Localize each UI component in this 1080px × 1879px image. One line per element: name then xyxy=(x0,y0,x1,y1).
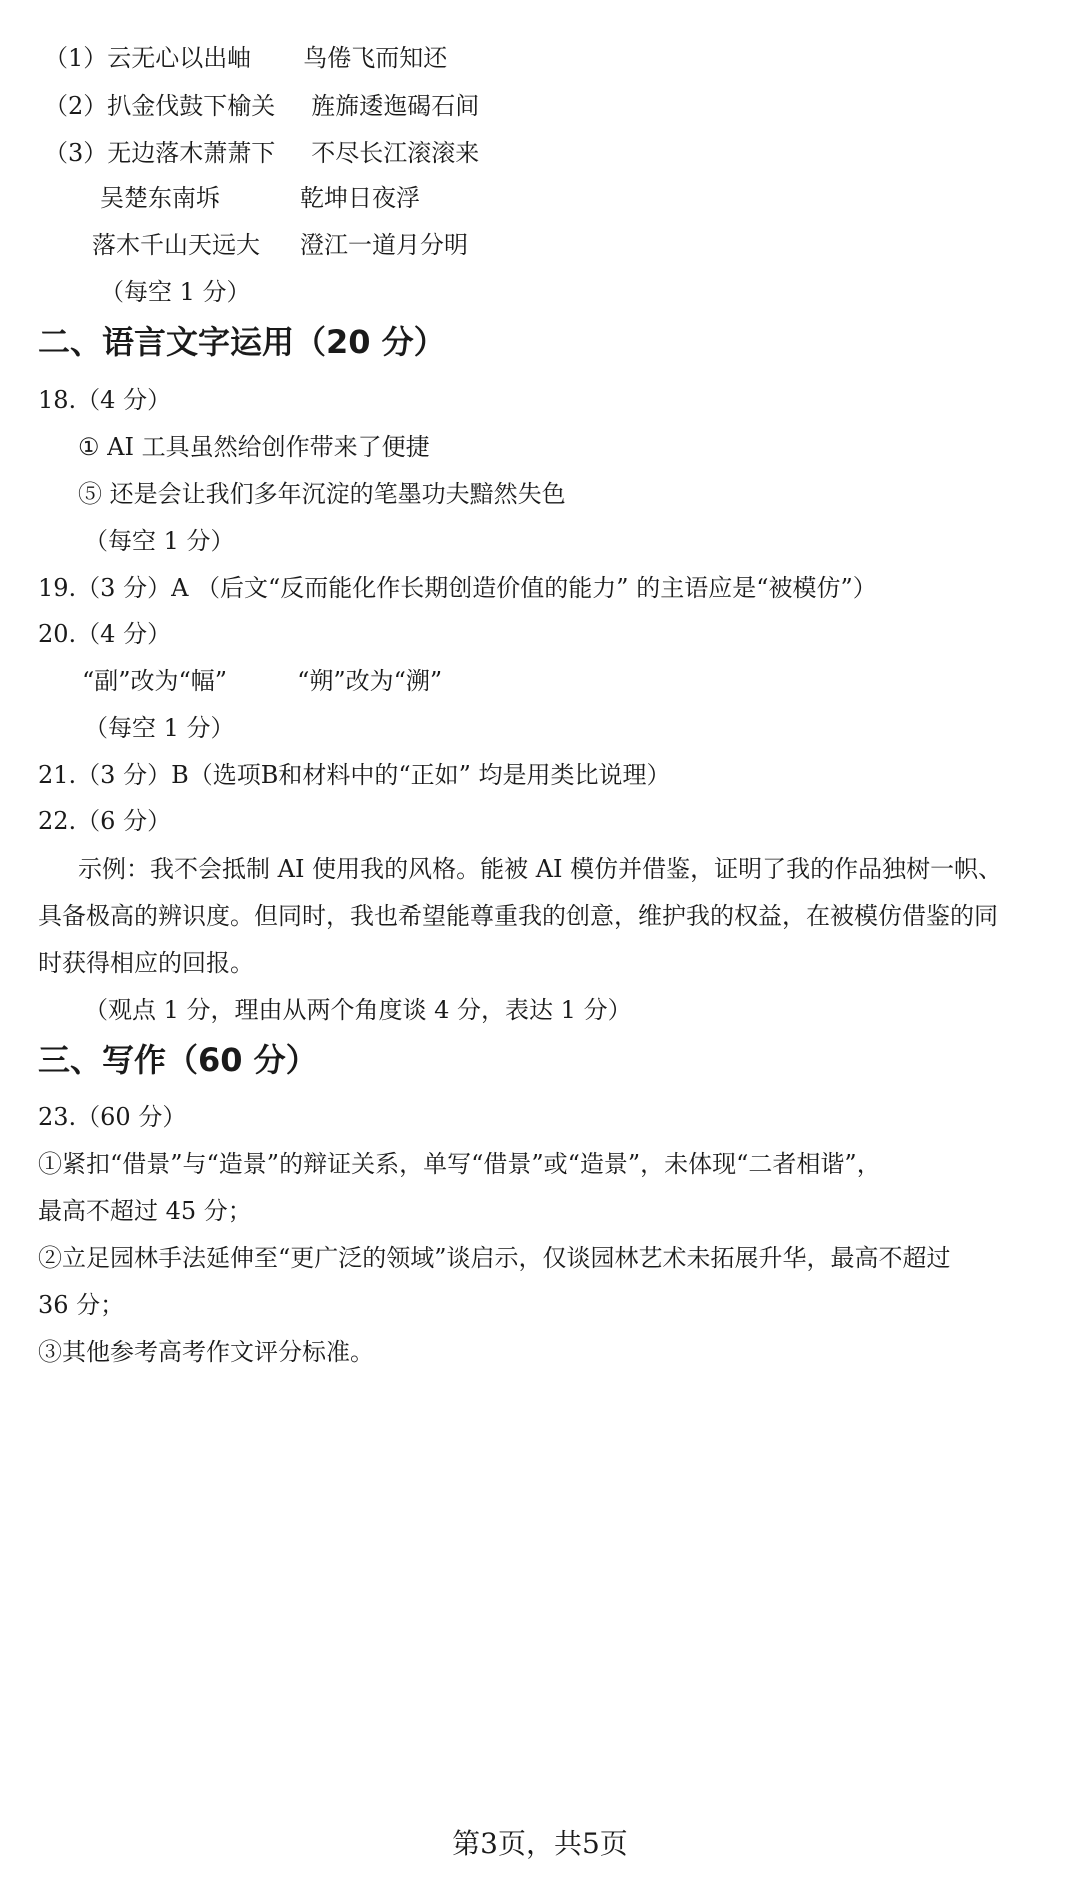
paragraph-line: 具备极高的辨识度。但同时，我也希望能尊重我的创意，维护我的权益，在被模仿借鉴的同 xyxy=(38,902,998,930)
paragraph-line: 示例：我不会抵制 AI 使用我的风格。能被 AI 模仿并借鉴，证明了我的作品独树一帜、 xyxy=(78,855,1003,883)
question-label: 23.（60 分） xyxy=(38,1103,187,1131)
page-number: 第3页，共5页 xyxy=(452,1827,628,1860)
answer-a: 落木千山天远大 xyxy=(92,231,260,259)
answer-line xyxy=(82,665,442,697)
paragraph-line: 时获得相应的回报。 xyxy=(38,949,254,977)
answer-a: 无边落木萧萧下 xyxy=(107,139,276,167)
item-number: （3） xyxy=(44,139,108,167)
paragraph-line: ①紧扣“借景”与“造景”的辩证关系，单写“借景”或“造景”，未体现“二者相谐”， xyxy=(38,1150,881,1178)
paragraph-line: ②立足园林手法延伸至“更广泛的领域”谈启示，仅谈园林艺术未拓展升华，最高不超过 xyxy=(38,1244,951,1272)
item-number: （2） xyxy=(44,92,108,120)
answer-b: 乾坤日夜浮 xyxy=(300,184,420,212)
section-heading: 二、语言文字运用（20 分） xyxy=(38,323,446,361)
answer-17-1 xyxy=(44,42,447,74)
answer-a: “副”改为“幅” xyxy=(82,667,228,695)
question-label: 21.（3 分）B（选项B和材料中的“正如” 均是用类比说理） xyxy=(38,761,671,789)
answer-17-3-extra-2 xyxy=(92,229,468,261)
answer-a: 吴楚东南坼 xyxy=(100,184,220,212)
question-label: 22.（6 分） xyxy=(38,807,172,835)
answer-line: ① AI 工具虽然给创作带来了便捷 xyxy=(78,433,430,461)
question-label: 18.（4 分） xyxy=(38,386,172,414)
answer-17-3-extra-1 xyxy=(100,182,420,214)
answer-17-3 xyxy=(44,137,479,169)
section-heading: 三、写作（60 分） xyxy=(38,1041,318,1079)
scoring-note: （每空 1 分） xyxy=(100,278,251,306)
answer-b: 不尽长江滚滚来 xyxy=(311,139,480,167)
scoring-note: （每空 1 分） xyxy=(84,714,235,742)
answer-17-2 xyxy=(44,90,479,122)
answer-b: “朔”改为“溯” xyxy=(297,667,443,695)
answer-line: ⑤ 还是会让我们多年沉淀的笔墨功夫黯然失色 xyxy=(78,480,566,508)
item-number: （1） xyxy=(44,44,108,72)
question-label: 19.（3 分）A （后文“反而能化作长期创造价值的能力” 的主语应是“被模仿”） xyxy=(38,574,877,602)
scoring-note: （观点 1 分，理由从两个角度谈 4 分，表达 1 分） xyxy=(84,996,632,1024)
paragraph-line: ③其他参考高考作文评分标准。 xyxy=(38,1338,374,1366)
answer-b: 旌旆逶迤碣石间 xyxy=(311,92,480,120)
answer-b: 鸟倦飞而知还 xyxy=(303,44,448,72)
answer-a: 扒金伐鼓下榆关 xyxy=(107,92,276,120)
paragraph-line: 36 分； xyxy=(38,1291,125,1319)
answer-a: 云无心以出岫 xyxy=(107,44,252,72)
scoring-note: （每空 1 分） xyxy=(84,527,235,555)
paragraph-line: 最高不超过 45 分； xyxy=(38,1197,252,1225)
question-label: 20.（4 分） xyxy=(38,620,172,648)
answer-b: 澄江一道月分明 xyxy=(300,231,468,259)
